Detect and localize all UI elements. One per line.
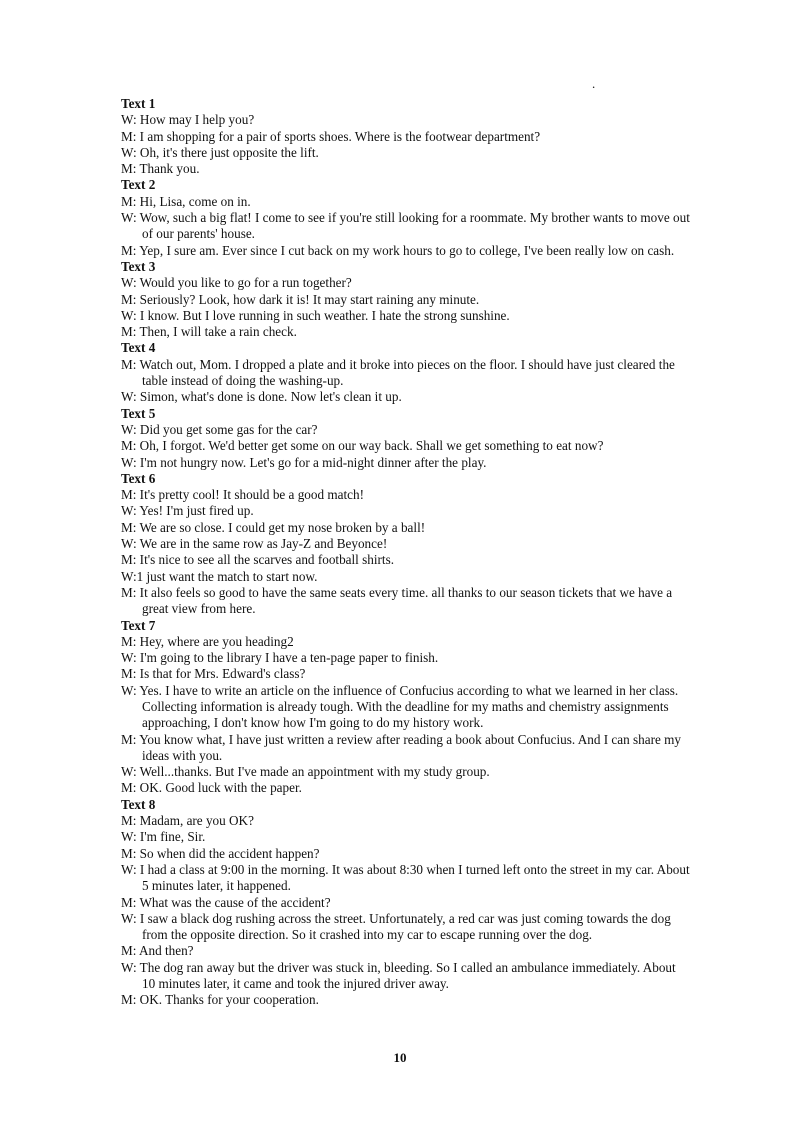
- section-heading: Text 7: [121, 617, 156, 633]
- dialogue-line: M: It's pretty cool! It should be a good match!: [121, 487, 364, 503]
- dialogue-line: M: And then?: [121, 943, 194, 959]
- dialogue-line: M: What was the cause of the accident?: [121, 894, 331, 910]
- dialogue-line: M: You know what, I have just written a review after reading a book about Confucius. And I can share my ideas with you.: [121, 731, 681, 763]
- section-heading: Text 6: [121, 470, 156, 486]
- dialogue-line: M: OK. Thanks for your cooperation.: [121, 992, 319, 1008]
- section-heading: Text 8: [121, 796, 156, 812]
- dialogue-line: W: I'm fine, Sir.: [121, 829, 206, 845]
- dialogue-line: M: OK. Good luck with the paper.: [121, 780, 302, 796]
- dialogue-line: M: It's nice to see all the scarves and football shirts.: [121, 552, 395, 568]
- header-mark: .: [592, 76, 596, 91]
- dialogue-line: W: I'm not hungry now. Let's go for a mid-night dinner after the play.: [121, 454, 487, 470]
- dialogue-line: M: Hey, where are you heading2: [121, 633, 294, 649]
- dialogue-line: W: I had a class at 9:00 in the morning. It was about 8:30 when I turned left onto the street in my car. About 5 minutes later, it happened.: [121, 861, 690, 894]
- dialogue-line: M: Thank you.: [121, 161, 200, 177]
- dialogue-line: W: I know. But I love running in such weather. I hate the strong sunshine.: [121, 307, 510, 323]
- section-heading: Text 2: [121, 177, 156, 193]
- dialogue-line: M: It also feels so good to have the same seats every time. all thanks to our season tickets that we have a great view from here.: [121, 584, 673, 617]
- dialogue-line: M: Seriously? Look, how dark it is! It may start raining any minute.: [121, 291, 480, 307]
- dialogue-line: M: Madam, are you OK?: [121, 813, 254, 829]
- dialogue-line: W: I saw a black dog rushing across the street. Unfortunately, a red car was just coming towards the dog from the opposite direction. So it crashed into my car to escape running over the dog.: [121, 910, 671, 943]
- dialogue-line: M: So when did the accident happen?: [121, 845, 320, 861]
- dialogue-line: W: Oh, it's there just opposite the lift.: [121, 144, 319, 160]
- dialogue-line: W: Yes. I have to write an article on the influence of Confucius according to what we learned in her class. Collecting information is already tough. With the deadline for my maths and chemistry assignments approaching, I don't know how I'm going to do my history work.: [121, 682, 679, 731]
- section-heading: Text 1: [121, 96, 156, 111]
- transcript-body: [121, 96, 691, 1009]
- section-heading: Text 3: [121, 258, 156, 274]
- dialogue-line: W: Would you like to go for a run together?: [121, 275, 352, 291]
- dialogue-line: W: Wow, such a big flat! I come to see if you're still looking for a roommate. My brother wants to move out of our parents' house.: [121, 210, 690, 242]
- dialogue-line: M: Is that for Mrs. Edward's class?: [121, 666, 306, 682]
- dialogue-line: M: Watch out, Mom. I dropped a plate and it broke into pieces on the floor. I should have just cleared the table instead of doing the washing-up.: [121, 356, 675, 389]
- dialogue-line: W: Well...thanks. But I've made an appointment with my study group.: [121, 764, 490, 780]
- section-heading: Text 5: [121, 405, 156, 421]
- dialogue-line: W: Simon, what's done is done. Now let's clean it up.: [121, 389, 402, 405]
- page-number: 10: [393, 1050, 407, 1065]
- dialogue-line: W: Yes! I'm just fired up.: [121, 503, 254, 519]
- dialogue-line: W: Did you get some gas for the car?: [121, 421, 318, 437]
- dialogue-line: M: Yep, I sure am. Ever since I cut back on my work hours to go to college, I've been really low on cash.: [121, 242, 675, 258]
- dialogue-line: W: I'm going to the library I have a ten-page paper to finish.: [121, 650, 439, 666]
- dialogue-line: M: Oh, I forgot. We'd better get some on our way back. Shall we get something to eat now?: [121, 438, 604, 454]
- section-heading: Text 4: [121, 340, 156, 356]
- dialogue-line: W: How may I help you?: [121, 112, 255, 128]
- dialogue-line: M: I am shopping for a pair of sports shoes. Where is the footwear department?: [121, 128, 541, 144]
- dialogue-line: W: We are in the same row as Jay-Z and Beyonce!: [121, 536, 388, 552]
- dialogue-line: M: We are so close. I could get my nose broken by a ball!: [121, 519, 426, 535]
- dialogue-line: M: Hi, Lisa, come on in.: [121, 193, 251, 209]
- dialogue-line: W:1 just want the match to start now.: [121, 568, 318, 584]
- dialogue-line: W: The dog ran away but the driver was stuck in, bleeding. So I called an ambulance immediately. About 10 minutes later, it came and took the injured driver away.: [121, 959, 676, 992]
- dialogue-line: M: Then, I will take a rain check.: [121, 324, 297, 340]
